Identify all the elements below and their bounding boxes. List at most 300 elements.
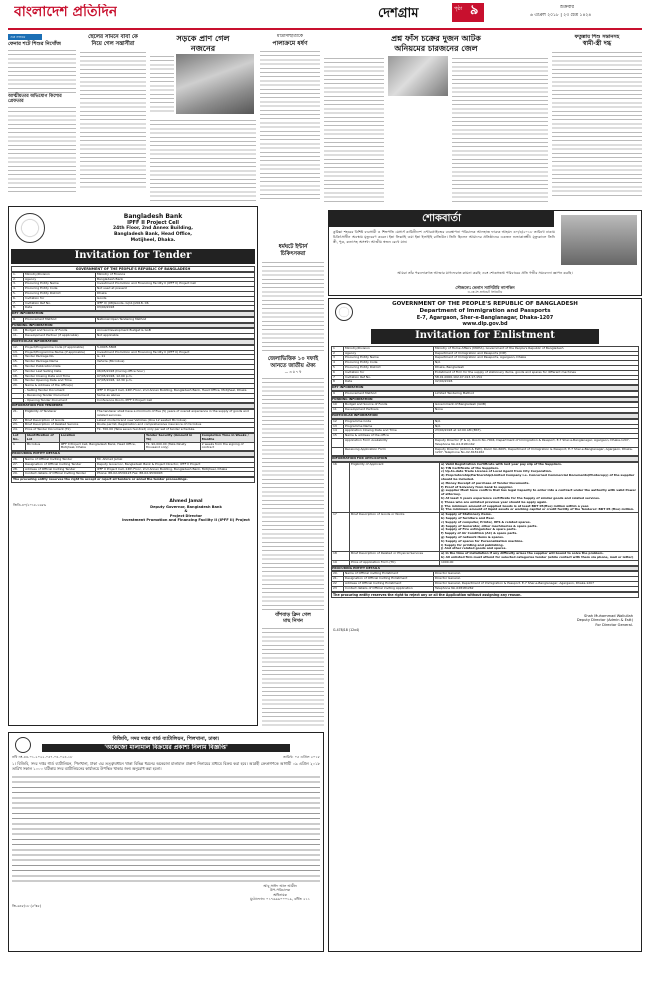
list-item: d) Proprietorship/Partnership/Limited Company i.e. Concerned Commercial Documents(Photocopy) of the supplier should be included. (441, 473, 635, 482)
enlist-row-cell: Agency (344, 351, 434, 356)
enlist-row-cell: 14 (332, 429, 344, 434)
clinic-body (262, 260, 324, 354)
tender-issuer-2: IPFF II Project Cell (127, 220, 179, 227)
tender-issuer-4: Bangladesh Bank, Head Office, (113, 232, 193, 238)
tender-row-cell: Address of Official Inviting Tender (24, 467, 96, 472)
condolence-sponsor-prefix: সৌজন্যে: (455, 285, 472, 290)
brief-body-2 (8, 105, 76, 192)
list-item: j) And other related goods and spares. (441, 546, 507, 551)
tender-row-cell: 9. (12, 317, 24, 322)
tender-row-cell: Name of Official Inviting Tender (24, 458, 96, 463)
enlist-row-cell: 8 (332, 380, 344, 385)
enlist-row-cell: Telephone No-028181262 (434, 586, 639, 591)
enlist-address: E-7, Agargaon, Sher-e-Banglanagar, Dhaka-1207 (416, 314, 554, 321)
tender-sign-title-3: Project Director (169, 513, 203, 518)
enlist-table-6 (331, 571, 639, 591)
col2-road (150, 34, 256, 204)
enlist-eligibility-list (440, 462, 639, 512)
enlist-dept: Department of Immigration and Passports (419, 307, 551, 314)
lot-header: Lot No. (12, 434, 26, 443)
tender-row-cell: 2. (12, 277, 24, 282)
enlist-row-cell: Deputy Director (Admin & Estt), Room No-6005, Department of Immigration & Passport, E-7 Sher-e-Banglanagar, Agargaon, Dhaka-1207, Telephone No-02-8181262 (434, 447, 639, 456)
lot-header: Location (59, 434, 144, 443)
tender-row-cell: 1. (12, 272, 24, 277)
list-item: h) Supply of spares for Personalization machine. (441, 538, 524, 543)
enlist-row-cell: N/A (434, 361, 639, 366)
fire-kicker: ফতুল্লায় শিশু সন্তানসহ (574, 34, 620, 40)
enlist-goods-label: Brief Description of Goods or Works (350, 513, 440, 552)
col-mid-stories (262, 206, 324, 726)
tender-row-cell: Not applicable (96, 334, 255, 339)
fire-story (552, 34, 642, 204)
tender-row-cell: 20. (12, 384, 24, 389)
condolence-prayer: আমরা তাঁর পরলোকগত আত্মার মাগফেরাত কামনা করছি এবং শোকসন্তপ্ত পরিবারের প্রতি গভীর সমবেদনা জ্ঞাপন করছি। (397, 271, 573, 275)
unity-body (262, 376, 324, 610)
tender-gov: GOVERNMENT OF THE PEOPLE'S REPUBLIC OF BANGLADESH (11, 266, 255, 272)
tender-row-cell: Date (24, 306, 96, 311)
auction-notice (8, 732, 324, 952)
tender-row-cell: 27. (12, 462, 24, 467)
tender-row-cell: Phone: 88-02-9530123 Fax: 88-02-9530093 (96, 472, 255, 477)
tender-row-cell: Ministry/Division (24, 272, 96, 277)
tender-key-info: KEY INFORMATION (11, 311, 255, 317)
auction-sign: আবু সাঈদ আল আমীন (263, 883, 297, 888)
tender-row-cell: 8. (12, 306, 24, 311)
enlist-row-cell: Procuring Entity District (344, 365, 434, 370)
lot-cell: Microbus (25, 442, 59, 451)
enlist-ref: G-478/18 (12x4) (333, 627, 360, 632)
rape-body (260, 49, 320, 199)
road-body (150, 118, 256, 202)
tender-row-cell: The tenderer shall have a minimum of five (5) years of overall experience in the supply of goods and related services. (96, 410, 255, 419)
tender-row-cell: Development Partner (if applicable) (24, 334, 96, 339)
tender-row-cell: 14. (12, 355, 24, 360)
leak-headline: প্রশ্ন ফাঁস চক্রের দুজন আটক (391, 34, 481, 43)
tender-row-cell: Bangladesh Bank (96, 277, 255, 282)
list-item: f) Supply of Air Condition (AC) & spare parts. (441, 531, 518, 536)
enlist-key-info: KEY INFORMATION (331, 385, 639, 391)
enlist-sign-for: For Director General. (595, 622, 633, 627)
tender-row-cell: 06/05/2018 (During office hour) (96, 369, 255, 374)
enlist-row-cell: Procurement Method (344, 391, 434, 396)
masthead-rule (8, 28, 642, 30)
lot-cell: 2 weeks from the signing of contract (200, 442, 254, 451)
enlist-sign-title: Deputy Director (Admin & Estt) (576, 618, 633, 623)
lot-header-row (12, 434, 255, 443)
enlist-row-cell: 20. (332, 572, 344, 577)
tender-info-tenderer: INFORMATION FOR TENDERER (11, 403, 255, 409)
enlist-table-1 (331, 346, 639, 385)
enlist-price: 1000.00 (440, 560, 639, 565)
tender-row-cell: Tender Closing Date and Time (24, 374, 96, 379)
tender-row-cell: G- 11 (96, 355, 255, 360)
unity-headline: জেলাভিত্তিক ১০ দফাই (267, 355, 319, 362)
tender-issuer-3: 24th Floor, 2nd Annex Building, (113, 226, 193, 232)
tender-row-cell: National Open Tendering Method (96, 317, 255, 322)
tender-row-cell: Eligibility of Tenderer (24, 410, 96, 419)
tender-row-cell: Brief Description of Related Service (24, 423, 96, 428)
tender-row-cell: Invitation Ref No. (24, 301, 96, 306)
enlist-sign-name: Shah Muhammad Waliullah (584, 613, 633, 618)
tender-row-cell: Agency (24, 277, 96, 282)
lot-row (12, 442, 255, 451)
tender-table-3 (11, 328, 255, 339)
enlist-row-cell: N/A (434, 424, 639, 429)
condolence-sponsor: ভেনাস স্যানিটারি ন্যাপকিন (472, 285, 515, 290)
tender-row-cell: Annual Development Budget & GoB (96, 329, 255, 334)
tender-row-cell: Conference Room, IPFF II Project Cell (96, 398, 255, 403)
enlist-row-cell: 1 (332, 346, 344, 351)
fire-body (552, 50, 642, 198)
tender-notice (8, 206, 258, 726)
list-item: i) Those who are enlisted previous year should be apply again. (441, 499, 548, 504)
enlist-service-list (440, 552, 639, 561)
auction-date: তারিখ: ০৫ এপ্রিল ২০১৮ (283, 754, 320, 759)
tender-row-cell: 18. (12, 374, 24, 379)
enlist-row-cell: Application Form Availability (344, 438, 434, 447)
enlist-web: www.dip.gov.bd (462, 321, 508, 327)
tender-row-cell: Name & Address of the office(s) (24, 384, 96, 389)
enlist-eligibility-label: Eligibility of Applicant (350, 462, 440, 512)
lot-cell: 1 (12, 442, 26, 451)
enlist-row-cell: Development Partners (344, 408, 434, 413)
enlist-row-cell: 15 (332, 434, 344, 439)
tender-row-cell: Latest model brand new Vehicles (One 12 seated Microbus) (96, 418, 255, 423)
tender-row-cell: 6. (12, 296, 24, 301)
enlist-row-cell: 11 (332, 408, 344, 413)
tender-row-cell: Investment Promotion and Financing Facility II (IPFF II) Project Cell (96, 282, 255, 287)
tender-row-cell: Not used at present (96, 287, 255, 292)
enlist-row (332, 408, 639, 413)
enlist-row-cell: 6 (332, 370, 344, 375)
tender-table-5 (11, 409, 255, 433)
list-item: i) Supply for printing and publishing. (441, 542, 504, 547)
tender-row-cell: 11. (12, 334, 24, 339)
enlist-table-3 (331, 402, 639, 413)
tender-row-cell: Deputy Governor, Bangladesh Bank & Project Director, IPFF II Project (96, 462, 255, 467)
enlist-row-cell: Ministry/Division (344, 346, 434, 351)
enlist-row-cell: Programme Code (344, 419, 434, 424)
auction-sign-3: অধিনায়ক (273, 892, 288, 897)
brief-tag: এক নজরে (8, 34, 42, 40)
tender-row-cell: Designation of Official Inviting Tender (24, 462, 96, 467)
bus-headline: বাঁশবাড় ক্লিন গেল (275, 611, 311, 618)
leak-headline-2: অনিয়মের চারজনের জেল (394, 44, 478, 53)
bus-body (262, 626, 324, 726)
unity-headline-2: আনতে জাতীয় ঐক্য (270, 362, 316, 369)
enlist-row-cell: Limited Tendering Method (434, 391, 639, 396)
tender-row-cell: 15. (12, 360, 24, 365)
auction-ref: জি-৬৪৮/১৮ (৫"x৫) (12, 903, 42, 908)
enlist-row-cell: Address of Official Inviting Enlistment (344, 581, 434, 586)
tender-row-cell (12, 398, 24, 403)
enlist-row-cell (332, 438, 344, 447)
enlist-row (332, 380, 639, 385)
tender-row-cell: Ministry of Finance (96, 272, 255, 277)
enlist-row-cell: Name of Official inviting Enlistment (344, 572, 434, 577)
enlist-row-cell: Contact details of Official inviting Application (344, 586, 434, 591)
tender-row-cell: IPFF II Project Cell, 24th Floor, 2nd Annex Building, Bangladesh Bank, Head Office, Motijheel, Dhaka (96, 388, 255, 393)
tender-row-cell: Goods (96, 296, 255, 301)
tender-table-6 (11, 457, 255, 477)
tender-row-cell: - Receiving Tender Document (24, 393, 96, 398)
tender-row-cell: Brief Description of Goods (24, 418, 96, 423)
tender-row (12, 410, 255, 419)
enlist-table-5: 16 Eligibility of Applicant a) Valid Registration Certificate with last year pay slip of the Suppliers. b) TIN Certificate of the Suppliers. c) Up-to-date Trade License of Local Agent from City Corporation. d) Proprietorship/Partnership/Limited Company i.e. Concerned Commercial Documents(Photocopy) of the supplier should be included. e) Money Receipt of purchase of Tender Documents. f) Proof of Solvency from bank to supplier. g) supplier Must have confirm that has legal Capacity to enter into a contract under the authority with valid Power of attorney. h) At least 3 years experience certificate for the Supply of similar goods and related services. i) Those who are enlisted previous year should be apply again. j) The minimum amount of supplied Goods is at least BDT 05(five) million within a year. k) The minimum amount of liquid assets or working capital or credit facility of the Tenderer: BDT 05 (five) million. 17 Brief Description of Goods or Works a) Supply of Stationery items. b) Supply of furniture and fixer. c) Supply of computer, Printer, UPS & related spares. d) Supply of Generator, other machineries & spare parts. e) Supply of Fire extinguisher & spare parts. f) Supply of Air Condition (AC) & spare parts. g) Supply of network items & spares. h) Supply of spares for Personalization machine. i) Supply for printing and publishing. j) And other related goods and spares. 18 Brief Description of Related or Physical Services a) In the time of installation if any difficulty arises the supplier will bound to solve the problem. b) All enlisted firm must attend for selected categories tender (while contact with them via phone, mail or letter) 19 Price of Application Form (TK) 1000.00 (331, 462, 639, 566)
list-item: b) TIN Certificate of the Suppliers. (441, 465, 500, 470)
list-item: e) Money Receipt of purchase of Tender Documents. (441, 480, 530, 485)
tender-proc-details: PROCURING ENTITY DETAILS (11, 451, 255, 457)
enlist-gov: GOVERNMENT OF THE PEOPLE'S REPUBLIC OF BANGLADESH (392, 301, 578, 307)
condolence-notice (328, 210, 642, 296)
brief-headline-1: ফেনার শটে শিশুর নিখোঁজ (8, 41, 61, 48)
tender-row-cell: Tender Opening Date and Time (24, 379, 96, 384)
enlist-info-applicant: INFORMATION FOR APPLICATION (331, 456, 639, 462)
condolence-title: শোকবার্তা (329, 211, 554, 227)
enlist-row-cell: Date (344, 380, 434, 385)
enlist-row-cell: 4 (332, 361, 344, 366)
rape-kicker: মাদ্রাসাছাত্রীকে (277, 34, 303, 39)
tender-row-cell: - Selling Tender Document (24, 388, 96, 393)
list-item: g) Supply of network items & spares. (441, 535, 505, 540)
enlist-row-cell: 12 (332, 419, 344, 424)
enlist-row-cell: Application Closing Date and Time (344, 429, 434, 434)
enlist-row-cell: 3 (332, 356, 344, 361)
tender-row-cell: Invitation for (24, 296, 96, 301)
enlist-row-cell: None (434, 408, 639, 413)
col1-briefs (8, 34, 76, 192)
tender-row-cell: 22. (12, 418, 24, 423)
tender-row-cell: 24. (12, 428, 24, 433)
tender-row-cell: 28. (12, 467, 24, 472)
tender-sign-name: Ahmed Jamal (169, 498, 203, 504)
tender-row-cell: - Opening Tender Document (24, 398, 96, 403)
tender-lot-table (11, 433, 255, 451)
enlist-row-cell: 9 (332, 391, 344, 396)
tender-row-cell: Tender Publication Date (24, 364, 96, 369)
enlist-table-4 (331, 419, 639, 456)
list-item: d) Supply of Generator, other machineries & spare parts. (441, 523, 538, 528)
auction-para: ১। বিজিবি, সদর দপ্তর গার্ড ব্যাটালিয়ন, পিলখানা, ঢাকা এর তত্ত্বাবধানে থাকা বিভিন্ন ধরনের অকেজো মালামাল প্রকাশ্য নিলামের মাধ্যমে বিক্রয় করা হবে। আগ্রহী ক্রেতাগণকে আগামী ০৯ এপ্রিল ২০১৮ তারিখ সকাল ১০০০ ঘটিকায় সদর ব্যাটালিয়নের কার্যালয়ে উপস্থিত থাকার জন্য অনুরোধ করা হলো। (12, 761, 320, 772)
tender-issuer-1: Bangladesh Bank (123, 212, 183, 220)
enlist-row-cell: Procuring Entity Code (344, 361, 434, 366)
fire-headline: স্বামী-স্ত্রী দগ্ধ (582, 40, 612, 48)
enlist-row-cell: Director General. (434, 577, 639, 582)
tender-row-cell: 26. (12, 458, 24, 463)
tender-row-cell: Budget and Source of Funds (24, 329, 96, 334)
enlistment-notice (328, 298, 642, 952)
lot-header: Identification of Lot (25, 434, 59, 443)
tender-row-cell: Investment Promotion and Financing Facility II (IPFF II) Project (96, 350, 255, 355)
tender-row-cell: 10. (12, 329, 24, 334)
tender-row (12, 398, 255, 403)
story-headline-father-2: নিয়ে গেল সন্ত্রাসীরা (91, 40, 135, 47)
enlist-proc-details: PROCURING ENTITY DETAILS (331, 566, 639, 572)
col1-story (80, 34, 146, 192)
rape-story (260, 34, 320, 204)
lot-cell: IPFF II Project Cell, Bangladesh Bank, Head Office, Motijheel, Dhaka (59, 442, 144, 451)
road-body-left (150, 54, 174, 114)
enlist-price-label: Price of Application Form (TK) (350, 560, 440, 565)
tender-row-cell: 29. (12, 472, 24, 477)
enlist-row-cell: 02/04/2018. (434, 380, 639, 385)
clinic-headline-2: চিকিৎসকরা (280, 250, 306, 257)
road-headline: সড়কে প্রাণ গেল (176, 34, 230, 43)
leak-body-right (452, 56, 548, 202)
tender-row-cell: 13. (12, 350, 24, 355)
enlist-row-cell: Government of Bangladesh (GOB) (434, 403, 639, 408)
tender-row-cell: 03/04/2018 (96, 306, 255, 311)
list-item: c) Supply of computer, Printer, UPS & related spares. (441, 519, 531, 524)
tender-row-cell: 5-0905-5808 (96, 345, 255, 350)
enlist-title: Invitation for Enlistment (371, 329, 599, 344)
enlist-row-cell: Dhaka, Bangladesh (434, 365, 639, 370)
enlist-particular: PARTICULAR INFORMATION (331, 413, 639, 419)
tender-row-cell: Route permit, Registration and comprehensive insurance of microbus (96, 423, 255, 428)
lot-header: Completion Time in Weeks / Months (200, 434, 254, 443)
tender-row-cell: 07/05/2018, 12.00 p.m. (96, 374, 255, 379)
list-item: c) Up-to-date Trade License of Local Agent from City Corporation. (441, 469, 552, 474)
enlist-row-cell: 58.01.0000.102.07.013.17-154 (434, 375, 639, 380)
enlist-row-cell: 13 (332, 424, 344, 429)
list-item: a) Supply of Stationery items. (441, 512, 492, 517)
tender-row-cell: Tender Package Name (24, 360, 96, 365)
list-item: b) Supply of furniture and fixer. (441, 516, 495, 521)
tender-row-cell: Procuring Entity Code (24, 287, 96, 292)
enlist-row-cell: Name & address of the office (344, 434, 434, 439)
enlist-row (332, 438, 639, 447)
tender-row (12, 472, 255, 477)
tender-row-cell: Procurement Method (24, 317, 96, 322)
tender-row-cell: Tender Last Selling Date (24, 369, 96, 374)
condolence-sponsor-sub: এ.কে.সি প্রাইভেট লিমিটেড (467, 290, 503, 294)
tender-table-1 (11, 272, 255, 311)
tender-row-cell: 4. (12, 287, 24, 292)
tender-funding: FUNDING INFORMATION (11, 323, 255, 329)
enlist-row-cell: 22 (332, 581, 344, 586)
enlist-row-cell: 2 (332, 351, 344, 356)
list-item: a) In the time of installation if any difficulty arises the supplier will bound to solve the problem. (441, 551, 604, 556)
enlist-row-cell: 10 (332, 403, 344, 408)
condolence-body: কুমিল্লা শহরের বিশিষ্ট ব্যবসায়ী ও শিল্পপতি মেসার্স কামিনীদেশ এন্টারপ্রাইজের ব্যবস্থাপনা পরিচালক আলহাজ্ব ফারুক আহমদ ৩০/৩/২০১৮ তারিখে ঢাকায় চিকিৎসাধীন অবস্থায় মৃত্যুবরণ করেন। ইন্না লিল্লাহি ওয়া ইন্না ইলাইহি রাজিউন। তিনি ছিলেন আমাদের প্রতিষ্ঠানের একজন শুভাকাঙ্ক্ষী। মৃত্যুকালে তিনি স্ত্রী, পুত্র, কন্যাসহ অসংখ্য আত্মীয় স্বজন রেখে যান। (333, 230, 555, 245)
tender-ref: জিডি-৪০/২০১৮-১৬৮৬ (13, 502, 47, 507)
brief-headline-2: আত্মীয়তার অভিযোগ কিশোর গ্রেফতার (8, 93, 62, 105)
tender-particular: PARTICULAR INFORMATION (11, 339, 255, 345)
list-item: h) At least 3 years experience certificate for the Supply of similar goods and related services. (441, 496, 601, 501)
tender-table-4 (11, 345, 255, 404)
enlist-row (332, 447, 639, 456)
tender-row-cell: Same as above (96, 393, 255, 398)
enlist-row-cell: Invitation for (344, 370, 434, 375)
tender-row-cell: Project/Programme Code (if applicable) (24, 345, 96, 350)
tender-row-cell: Price of Tender Document (Tk) (24, 428, 96, 433)
masthead (0, 0, 650, 26)
road-headline-2: নজনের (190, 44, 216, 53)
signature-mark (121, 491, 251, 499)
tender-row-cell: 19. (12, 379, 24, 384)
tender-row-cell: Procuring Entity Name (24, 282, 96, 287)
leak-story (324, 34, 548, 204)
enlist-row-cell: 21. (332, 577, 344, 582)
tender-row-cell: Tk. 700.00 (Taka seven hundred) only per set of tender schedule. (96, 428, 255, 433)
enlist-row-cell: N/A (434, 419, 639, 424)
tender-row (12, 334, 255, 339)
tender-row-cell: 07/05/2018, 12.30 p.m. (96, 379, 255, 384)
bus-headline-2: মাছ নিখন (283, 618, 303, 624)
auction-sign-2: উপ-পরিচালক (269, 888, 291, 893)
enlist-row-cell: Designation of Official Inviting Enlistment (344, 577, 434, 582)
enlist-row-cell: Deputy Director (F & A), Room No-7004, Department of Immigration & Passport, E-7 Sher-e-Banglanagar, Agargaon, Dhaka-1207, Telephone No-02-8181162 (434, 438, 639, 447)
enlist-row-cell: 7 (332, 375, 344, 380)
list-item: e) Supply of Fire extinguisher & spare parts. (441, 527, 517, 532)
auction-conditions (12, 774, 320, 884)
deceased-photo (561, 215, 637, 265)
enlist-row-cell: Receiving Application Form (344, 447, 434, 456)
tender-title: Invitation for Tender (11, 249, 255, 264)
section-title: দেশগ্রাম (378, 6, 419, 21)
enlist-note: The procuring entity reserves the right to reject any or all the Application without assigning any reason. (331, 592, 639, 598)
list-item: g) supplier Must have confirm that has legal Capacity to enter into a contract under the authority with valid Power of attorney. (441, 488, 637, 497)
tender-row (12, 428, 255, 433)
tender-issuer-5: Motijheel, Dhaka. (130, 237, 176, 243)
tender-note: The procuring entity reserves the right to accept or reject all tenders or annul the tender proceedings. (11, 477, 255, 483)
enlist-row-cell: Programme Name (344, 424, 434, 429)
tender-row-cell: Tender Package No. (24, 355, 96, 360)
auction-title-1: বিজিবি, সদর দপ্তর গার্ড ব্যাটালিয়ন, পিলখানা, ঢাকা। (112, 736, 220, 742)
list-item: a) Valid Registration Certificate with last year pay slip of the Suppliers. (441, 461, 563, 466)
enlist-row-cell: 5 (332, 365, 344, 370)
tender-row-cell: 7. (12, 301, 24, 306)
tender-row-cell: 23. (12, 423, 24, 428)
bangladesh-bank-seal-icon (15, 213, 45, 243)
paper-logo: বাংলাদেশ প্রতিদিন (14, 4, 118, 20)
enlist-row-cell: Department of Immigration and Passports, Agargaon, Dhaka (434, 356, 639, 361)
tender-row (12, 306, 255, 311)
enlist-row-cell: 23/04/2018 at 12:00 AM (BST). (434, 429, 639, 434)
bgb-logo-icon (15, 737, 31, 753)
tender-row-cell: IPFF II Project Cell, 24th Floor, 2nd Annex Building, Bangladesh Bank, Motijheel, Dhaka (96, 467, 255, 472)
tender-row-cell: 16. (12, 364, 24, 369)
enlist-goods-list (440, 513, 639, 552)
enlist-service-label: Brief Description of Related or Physical Services (350, 552, 440, 561)
enlist-row-cell: Director General, Department of Immigration & Passport. E-7 Sher-e-Banglanagar, Agargaon, Dhaka-1207 (434, 581, 639, 586)
list-item: j) The minimum amount of supplied Goods is at least BDT 05(five) million within a year. (441, 503, 589, 508)
story-headline-father: ছেলের সামনে বাবা কে (88, 34, 138, 40)
rape-headline: পালাক্রমে ধর্ষণ (272, 39, 308, 47)
auction-phone: মুঠোফোন: ০১৭৬৯৬০০০১৯, বর্ধিত ২১১ (250, 897, 310, 902)
passport-logo-icon (335, 303, 353, 321)
story-body-father (80, 50, 146, 190)
brief-body-1 (8, 48, 76, 94)
tender-row-cell: IPFF II/ (08)Goods- G(11)/2018- 06 (96, 301, 255, 306)
tender-sign-title-2: & (184, 509, 188, 514)
enlist-row-cell: Budget and Source of Funds (344, 403, 434, 408)
enlist-row-cell: Invitation Ref No. (344, 375, 434, 380)
lot-cell: Tk. 90,000.00 (Taka Ninety thousand only) (144, 442, 200, 451)
enlist-row-cell: Procuring Entity Name (344, 356, 434, 361)
enlist-row-cell: 23 (332, 586, 344, 591)
date-day: শুক্রবার (560, 5, 574, 10)
tender-row-cell: Procuring Entity District (24, 291, 96, 296)
leak-body-left (324, 56, 384, 202)
enlist-funding: FUNDING INFORMATION (331, 397, 639, 403)
enlist-row-cell: Enlistment of Firm for the supply of stationery items, goods and spares for different machines (434, 370, 639, 375)
list-item: b) All enlisted firm must attend for selected categories tender (while contact with them via phone, mail or letter) (441, 555, 634, 560)
page-label: পৃষ্ঠা (454, 6, 463, 12)
tender-row-cell: Dhaka (96, 291, 255, 296)
enlist-row (332, 391, 639, 396)
tender-row-cell: 17. (12, 369, 24, 374)
